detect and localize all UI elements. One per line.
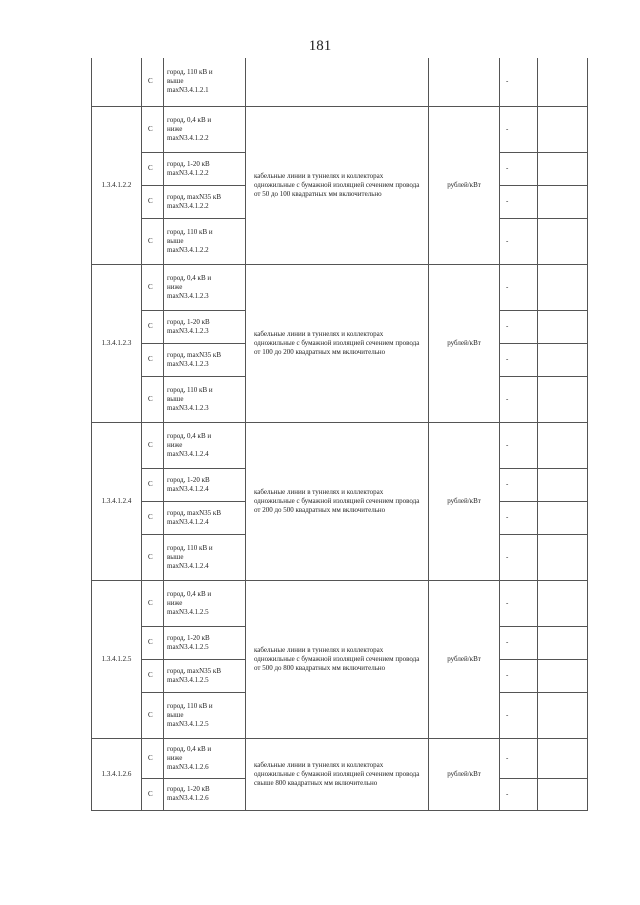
table-body [92, 58, 588, 810]
sub-code-cell: С [142, 468, 164, 501]
value-cell: - [500, 376, 538, 422]
sub-code-cell: С [142, 152, 164, 185]
description-cell-empty [246, 58, 429, 106]
value-cell: - [500, 580, 538, 626]
sub-description-cell: город, 1-20 кВ maxN3.4.1.2.4 [164, 468, 246, 501]
sub-description-cell: город, maxN35 кВ maxN3.4.1.2.4 [164, 501, 246, 534]
sub-description-cell: город, 110 кВ и выше maxN3.4.1.2.4 [164, 534, 246, 580]
sub-code-cell: С [142, 422, 164, 468]
sub-description-cell: город, maxN35 кВ maxN3.4.1.2.3 [164, 343, 246, 376]
value-cell: - [500, 534, 538, 580]
sub-code-cell: С [142, 738, 164, 778]
value-cell: - [500, 659, 538, 692]
sub-description-cell: город, 110 кВ и выше maxN3.4.1.2.1 [164, 58, 246, 106]
group-description-cell: кабельные линии в туннелях и коллекторах одножильные с бумажной изоляцией сечением провода от 200 до 500 квадратных мм включительно [246, 422, 429, 580]
extra-cell [538, 778, 588, 810]
value-cell: - [500, 185, 538, 218]
sub-description-cell: город, maxN35 кВ maxN3.4.1.2.5 [164, 659, 246, 692]
group-unit-cell: рублей/кВт [429, 264, 500, 422]
group-description-cell: кабельные линии в туннелях и коллекторах одножильные с бумажной изоляцией сечением провода от 500 до 800 квадратных мм включительно [246, 580, 429, 738]
extra-cell [538, 422, 588, 468]
sub-description-cell: город, 110 кВ и выше maxN3.4.1.2.3 [164, 376, 246, 422]
sub-code-cell: С [142, 778, 164, 810]
sub-description-cell: город, 1-20 кВ maxN3.4.1.2.3 [164, 310, 246, 343]
sub-code-cell: С [142, 310, 164, 343]
sub-code-cell: С [142, 692, 164, 738]
group-unit-cell: рублей/кВт [429, 580, 500, 738]
value-cell: - [500, 264, 538, 310]
extra-cell [538, 264, 588, 310]
table-row [92, 738, 588, 778]
group-description-cell: кабельные линии в туннелях и коллекторах одножильные с бумажной изоляцией сечением провода от 50 до 100 квадратных мм включительно [246, 106, 429, 264]
sub-code-cell: С [142, 580, 164, 626]
group-description-cell: кабельные линии в туннелях и коллекторах одножильные с бумажной изоляцией сечением провода от 100 до 200 квадратных мм включительно [246, 264, 429, 422]
extra-cell [538, 692, 588, 738]
extra-cell [538, 106, 588, 152]
value-cell: - [500, 422, 538, 468]
table-row-continuation [92, 58, 588, 106]
value-cell: - [500, 106, 538, 152]
page-number: 181 [308, 38, 332, 54]
sub-description-cell: город, 0,4 кВ и ниже maxN3.4.1.2.3 [164, 264, 246, 310]
extra-cell [538, 659, 588, 692]
extra-cell [538, 218, 588, 264]
sub-description-cell: город, 110 кВ и выше maxN3.4.1.2.5 [164, 692, 246, 738]
code-cell-empty [92, 58, 142, 106]
sub-code-cell: С [142, 106, 164, 152]
sub-code-cell: С [142, 534, 164, 580]
extra-cell [538, 58, 588, 106]
extra-cell [538, 310, 588, 343]
extra-cell [538, 376, 588, 422]
sub-description-cell: город, 0,4 кВ и ниже maxN3.4.1.2.6 [164, 738, 246, 778]
sub-code-cell: С [142, 376, 164, 422]
extra-cell [538, 501, 588, 534]
table-row [92, 106, 588, 152]
value-cell: - [500, 152, 538, 185]
table-row [92, 580, 588, 626]
sub-description-cell: город, 110 кВ и выше maxN3.4.1.2.2 [164, 218, 246, 264]
value-cell: - [500, 58, 538, 106]
value-cell: - [500, 310, 538, 343]
sub-description-cell: город, 1-20 кВ maxN3.4.1.2.5 [164, 626, 246, 659]
extra-cell [538, 534, 588, 580]
sub-code-cell: С [142, 659, 164, 692]
extra-cell [538, 580, 588, 626]
group-code-cell: 1.3.4.1.2.5 [92, 580, 142, 738]
group-code-cell: 1.3.4.1.2.3 [92, 264, 142, 422]
group-code-cell: 1.3.4.1.2.4 [92, 422, 142, 580]
extra-cell [538, 343, 588, 376]
table-row [92, 422, 588, 468]
sub-code-cell: С [142, 343, 164, 376]
group-unit-cell: рублей/кВт [429, 738, 500, 810]
tariff-table [91, 58, 588, 811]
value-cell: - [500, 343, 538, 376]
sub-code-cell: С [142, 218, 164, 264]
sub-description-cell: город, 1-20 кВ maxN3.4.1.2.2 [164, 152, 246, 185]
group-code-cell: 1.3.4.1.2.2 [92, 106, 142, 264]
sub-description-cell: город, 0,4 кВ и ниже maxN3.4.1.2.4 [164, 422, 246, 468]
extra-cell [538, 185, 588, 218]
sub-code-cell: С [142, 58, 164, 106]
value-cell: - [500, 218, 538, 264]
extra-cell [538, 152, 588, 185]
value-cell: - [500, 468, 538, 501]
extra-cell [538, 626, 588, 659]
sub-description-cell: город, 0,4 кВ и ниже maxN3.4.1.2.5 [164, 580, 246, 626]
sub-description-cell: город, maxN35 кВ maxN3.4.1.2.2 [164, 185, 246, 218]
unit-cell-empty [429, 58, 500, 106]
sub-code-cell: С [142, 185, 164, 218]
extra-cell [538, 468, 588, 501]
sub-code-cell: С [142, 626, 164, 659]
extra-cell [538, 738, 588, 778]
table-row [92, 264, 588, 310]
sub-description-cell: город, 1-20 кВ maxN3.4.1.2.6 [164, 778, 246, 810]
sub-code-cell: С [142, 264, 164, 310]
sub-description-cell: город, 0,4 кВ и ниже maxN3.4.1.2.2 [164, 106, 246, 152]
value-cell: - [500, 501, 538, 534]
value-cell: - [500, 692, 538, 738]
sub-code-cell: С [142, 501, 164, 534]
value-cell: - [500, 738, 538, 778]
group-unit-cell: рублей/кВт [429, 106, 500, 264]
value-cell: - [500, 626, 538, 659]
group-description-cell: кабельные линии в туннелях и коллекторах одножильные с бумажной изоляцией сечением провода свыше 800 квадратных мм включительно [246, 738, 429, 810]
group-unit-cell: рублей/кВт [429, 422, 500, 580]
group-code-cell: 1.3.4.1.2.6 [92, 738, 142, 810]
value-cell: - [500, 778, 538, 810]
